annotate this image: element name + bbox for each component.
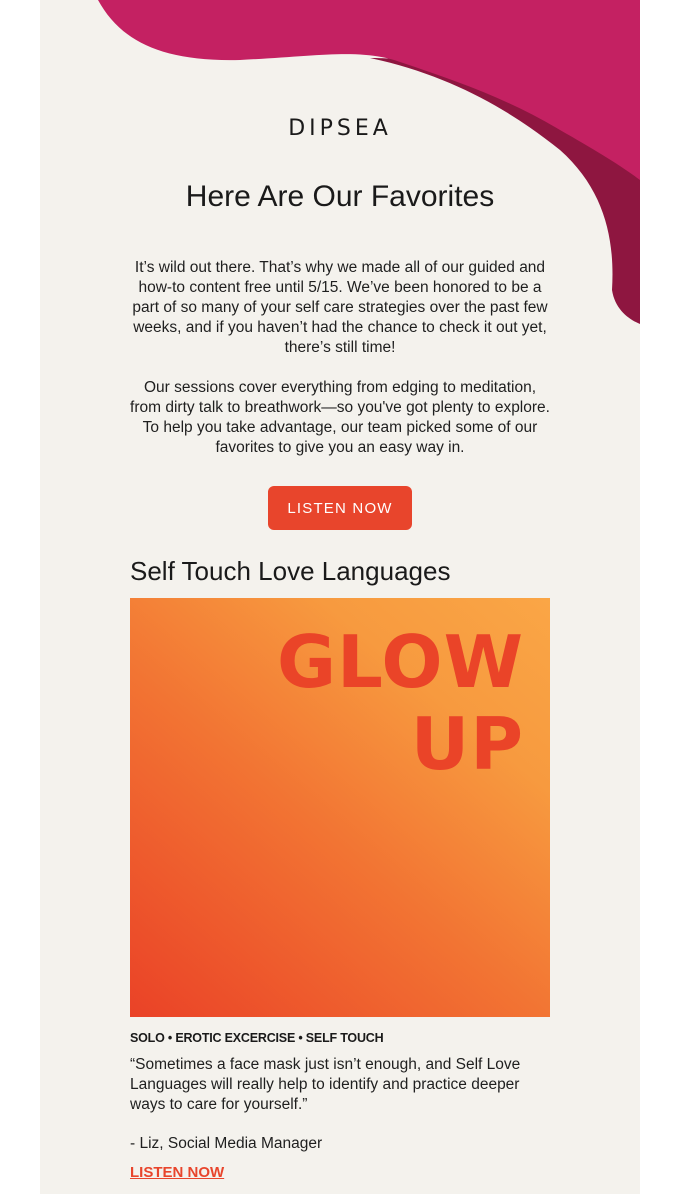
intro-paragraph-2: Our sessions cover everything from edging to meditation, from dirty talk to breathwork—so you've got plenty to explore. To help you take advantage, our team picked some of our favorites to give you an easy way in. — [130, 379, 550, 456]
email-body — [40, 0, 640, 1194]
feature-cover-image[interactable] — [130, 598, 550, 1017]
brand-logo[interactable]: DIPSEA — [288, 116, 392, 141]
cover-text-up: UP — [410, 702, 524, 786]
intro-paragraph-1: It’s wild out there. That’s why we made all of our guided and how-to content free until 5/15. We’ve been honored to be a part of so many of your self care strategies over the past few weeks, and if you haven’t had the chance to check it out yet, there’s still time! — [132, 259, 548, 356]
blob-primary — [98, 0, 640, 180]
quote-attribution: - Liz, Social Media Manager — [130, 1135, 323, 1152]
cover-text-glow: GLOW — [276, 620, 524, 704]
feature-quote: “Sometimes a face mask just isn’t enough, and Self Love Languages will really help to identify and practice deeper ways to care for yourself.” — [130, 1056, 521, 1113]
feature-listen-now-link[interactable]: LISTEN NOW — [130, 1164, 225, 1181]
page-title: Here Are Our Favorites — [185, 180, 495, 213]
feature-tags: SOLO • EROTIC EXCERCISE • SELF TOUCH — [130, 1031, 384, 1045]
feature-title: Self Touch Love Languages — [130, 556, 451, 586]
listen-now-button[interactable]: LISTEN NOW — [268, 486, 412, 530]
